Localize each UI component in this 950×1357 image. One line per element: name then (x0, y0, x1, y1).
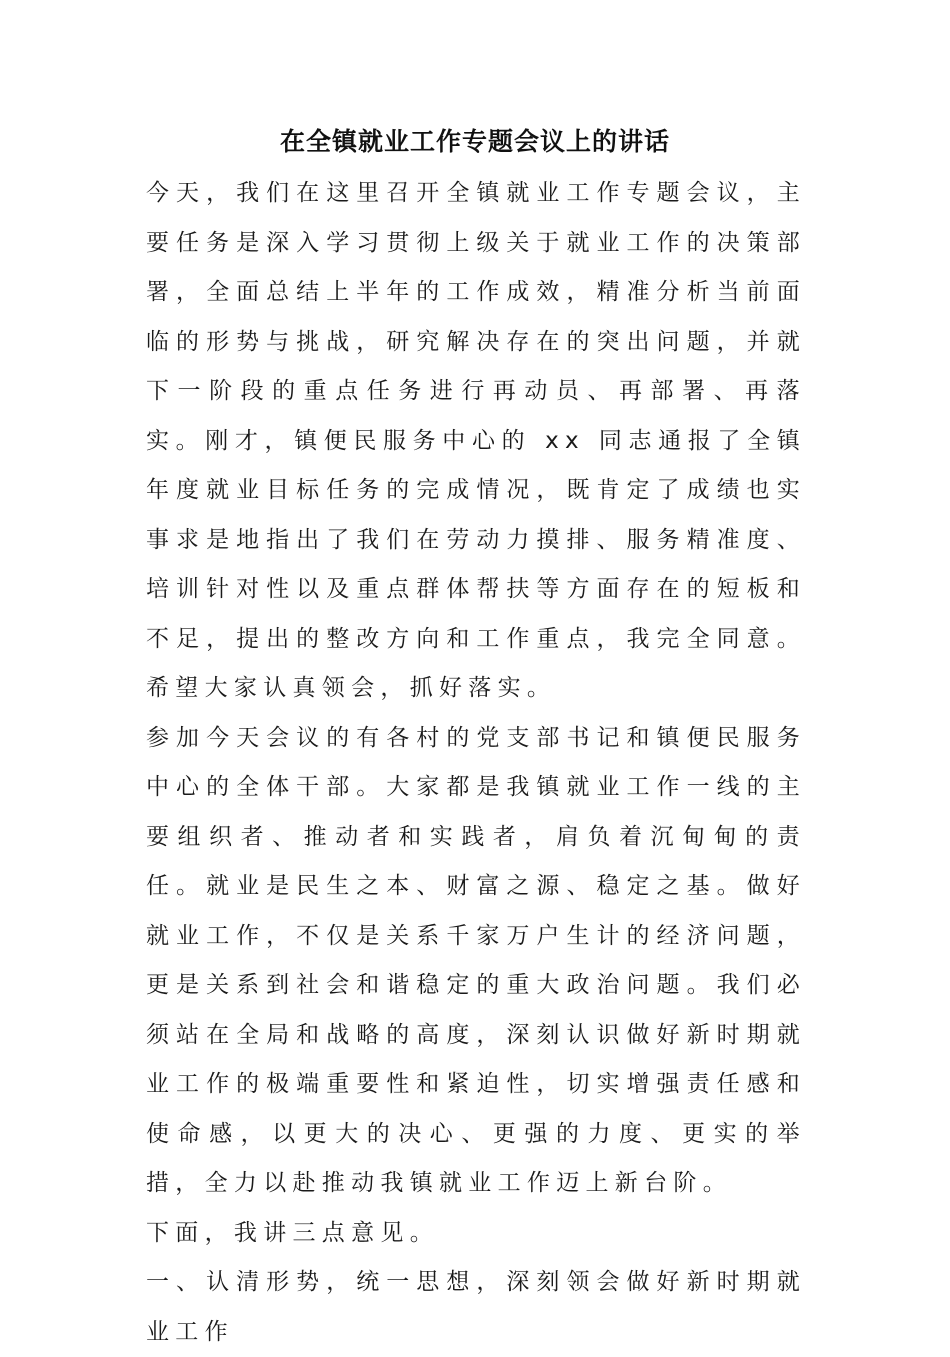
paragraph-intro-points: 下面，我讲三点意见。 (146, 1219, 439, 1246)
document-title: 在全镇就业工作专题会议上的讲话 (279, 127, 670, 156)
section-heading-1: 一、认清形势，统一思想，深刻领会做好新时期就业工作 (146, 1269, 806, 1345)
paragraph-attendees: 参加今天会议的有各村的党支部书记和镇便民服务中心的全体干部。大家都是我镇就业工作一线的主要组织者、推动者和实践者，肩负着沉甸甸的责任。就业是民生之本、财富之源、稳定之基。做好就业工作，不仅是关系千家万户生计的经济问题，更是关系到社会和谐稳定的重大政治问题。我们必须站在全局和战略的高度，深刻认识做好新时期就业工作的极端重要性和紧迫性，切实增强责任感和使命感，以更大的决心、更强的力度、更实的举措，全力以赴推动我镇就业工作迈上新台阶。 (146, 724, 806, 1196)
document-body (146, 169, 806, 1357)
paragraph-opening: 今天，我们在这里召开全镇就业工作专题会议，主要任务是深入学习贯彻上级关于就业工作的决策部署，全面总结上半年的工作成效，精准分析当前面临的形势与挑战，研究解决存在的突出问题，并就下一阶段的重点任务进行再动员、再部署、再落实。刚才，镇便民服务中心的 xx 同志通报了全镇年度就业目标任务的完成情况，既肯定了成绩也实事求是地指出了我们在劳动力摸排、服务精准度、培训针对性以及重点群体帮扶等方面存在的短板和不足，提出的整改方向和工作重点，我完全同意。希望大家认真领会，抓好落实。 (146, 180, 806, 701)
